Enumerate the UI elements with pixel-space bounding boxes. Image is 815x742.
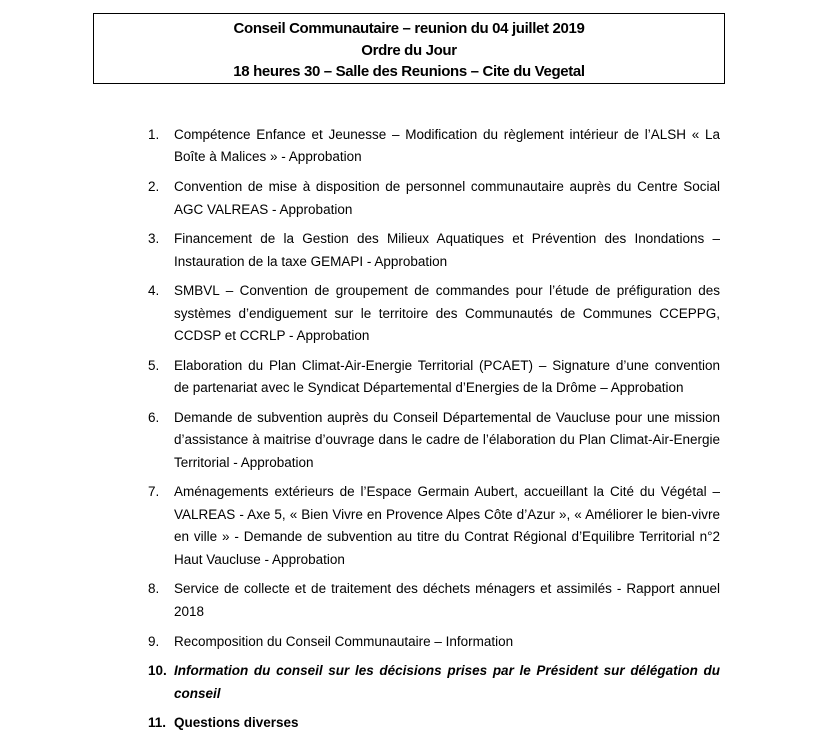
meeting-title: Conseil Communautaire – reunion du 04 juillet 2019 xyxy=(233,20,585,37)
agenda-item-text: Service de collecte et de traitement des déchets ménagers et assimilés - Rapport annuel 2018 xyxy=(174,581,720,619)
agenda-item xyxy=(0,660,815,705)
agenda-item-number: 3. xyxy=(148,231,160,247)
agenda-item xyxy=(0,578,815,623)
agenda-item-number: 6. xyxy=(148,409,160,425)
agenda-item xyxy=(0,176,815,221)
agenda-item-text: Convention de mise à disposition de personnel communautaire auprès du Centre Social AGC VALREAS - Approbation xyxy=(174,179,720,217)
agenda-item-number: 4. xyxy=(148,283,160,299)
agenda-item-text: Financement de la Gestion des Milieux Aquatiques et Prévention des Inondations – Instauration de la taxe GEMAPI - Approbation xyxy=(174,231,720,269)
agenda-item-number: 9. xyxy=(148,633,160,649)
agenda-item-text: Aménagements extérieurs de l’Espace Germain Aubert, accueillant la Cité du Végétal – VALREAS - Axe 5, « Bien Vivre en Provence Alpes Côte d’Azur », « Améliorer le bien-vivre en ville » - Demande de subvention au titre du Contrat Régional d’Equilibre Territorial n°2 Haut Vaucluse - Approbation xyxy=(174,484,720,567)
agenda-item xyxy=(0,481,815,571)
agenda-item-text: Recomposition du Conseil Communautaire – Information xyxy=(174,633,514,649)
agenda-item xyxy=(0,631,815,653)
agenda-item xyxy=(0,124,815,169)
agenda-item xyxy=(0,407,815,474)
agenda-item-text: Compétence Enfance et Jeunesse – Modification du règlement intérieur de l’ALSH « La Boîte à Malices » - Approbation xyxy=(174,127,720,165)
agenda-item-number: 11. xyxy=(148,715,167,731)
agenda-list xyxy=(0,124,815,742)
agenda-item-number: 1. xyxy=(148,127,160,142)
agenda-item-number: 2. xyxy=(148,179,160,195)
meeting-time-location: 18 heures 30 – Salle des Reunions – Cite du Vegetal xyxy=(233,63,585,80)
agenda-item-text: Information du conseil sur les décisions prises par le Président sur délégation du conseil xyxy=(174,663,720,701)
agenda-item xyxy=(0,355,815,400)
agenda-item-text: SMBVL – Convention de groupement de commandes pour l’étude de préfiguration des systèmes d’endiguement sur le territoire des Communautés de Communes CCEPPG, CCDSP et CCRLP - Approbation xyxy=(174,283,720,344)
agenda-item-number: 7. xyxy=(148,484,160,500)
agenda-item-number: 10. xyxy=(148,663,167,679)
agenda-item xyxy=(0,280,815,347)
agenda-title: Ordre du Jour xyxy=(361,41,457,59)
agenda-item-text: Questions diverses xyxy=(174,715,299,731)
agenda-item-text: Demande de subvention auprès du Conseil Départemental de Vaucluse pour une mission d’assistance à maitrise d’ouvrage dans le cadre de l’élaboration du Plan Climat-Air-Energie Territorial - Approbation xyxy=(174,409,720,470)
agenda-item xyxy=(0,712,815,734)
agenda-header-box xyxy=(93,13,725,84)
agenda-item xyxy=(0,228,815,273)
agenda-item-number: 8. xyxy=(148,581,160,597)
agenda-item-number: 5. xyxy=(148,357,160,373)
agenda-item-text: Elaboration du Plan Climat-Air-Energie Territorial (PCAET) – Signature d’une convention de partenariat avec le Syndicat Départemental d’Energies de la Drôme – Approbation xyxy=(174,357,720,396)
